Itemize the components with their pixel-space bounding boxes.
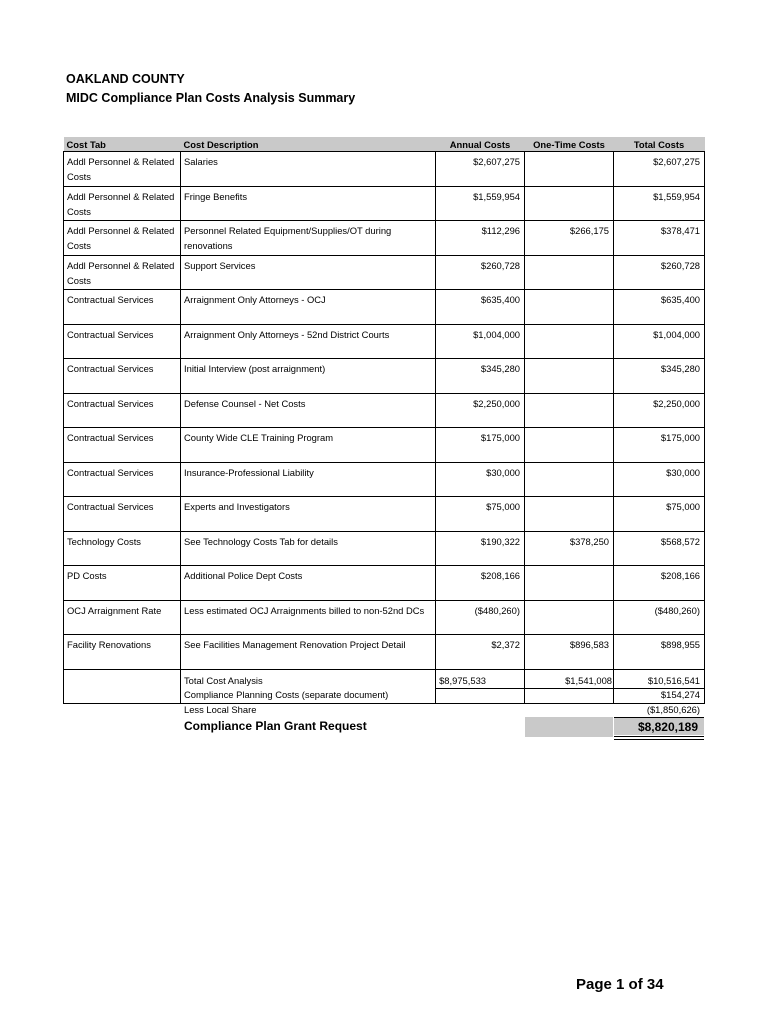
table-header-row xyxy=(64,137,705,152)
row-one-time-cost xyxy=(525,359,614,394)
col-header-total-costs: Total Costs xyxy=(614,137,705,152)
row-total-cost: $635,400 xyxy=(614,290,705,325)
row-cost-description: Insurance-Professional Liability xyxy=(181,462,436,497)
row-total-cost: $208,166 xyxy=(614,566,705,601)
row-annual-cost: $2,607,275 xyxy=(436,152,525,187)
row-total-cost: $898,955 xyxy=(614,635,705,670)
row-cost-description: Support Services xyxy=(181,255,436,290)
table-row xyxy=(64,255,705,290)
row-annual-cost: $2,372 xyxy=(436,635,525,670)
table-row xyxy=(64,428,705,463)
grant-request-value: $8,820,189 xyxy=(614,717,704,735)
row-cost-tab: Addl Personnel & Related Costs xyxy=(64,255,181,290)
row-cost-description: See Technology Costs Tab for details xyxy=(181,531,436,566)
table-row xyxy=(64,462,705,497)
row-cost-description: Salaries xyxy=(181,152,436,187)
row-annual-cost: $260,728 xyxy=(436,255,525,290)
row-one-time-cost xyxy=(525,462,614,497)
row-cost-tab: Contractual Services xyxy=(64,462,181,497)
col-header-cost-description: Cost Description xyxy=(181,137,436,152)
row-annual-cost: $30,000 xyxy=(436,462,525,497)
table-row xyxy=(64,566,705,601)
row-cost-description: Experts and Investigators xyxy=(181,497,436,532)
row-total-cost: $2,250,000 xyxy=(614,393,705,428)
row-annual-cost: $190,322 xyxy=(436,531,525,566)
row-one-time-cost xyxy=(525,152,614,187)
row-one-time-cost: $378,250 xyxy=(525,531,614,566)
row-one-time-cost: $266,175 xyxy=(525,221,614,256)
row-annual-cost: ($480,260) xyxy=(436,600,525,635)
summary-block xyxy=(63,672,704,742)
planning-costs-label: Compliance Planning Costs (separate document) xyxy=(184,689,389,700)
row-cost-description: County Wide CLE Training Program xyxy=(181,428,436,463)
row-one-time-cost xyxy=(525,600,614,635)
page-number: Page 1 of 34 xyxy=(576,976,664,993)
total-cost-analysis-label: Total Cost Analysis xyxy=(184,675,263,686)
row-cost-tab: Facility Renovations xyxy=(64,635,181,670)
table-row xyxy=(64,290,705,325)
row-cost-tab: PD Costs xyxy=(64,566,181,601)
row-one-time-cost: $896,583 xyxy=(525,635,614,670)
row-cost-description: Personnel Related Equipment/Supplies/OT during renovations xyxy=(181,221,436,256)
row-cost-tab: Contractual Services xyxy=(64,290,181,325)
total-total-value: $10,516,541 xyxy=(647,675,700,686)
row-total-cost: $345,280 xyxy=(614,359,705,394)
local-share-label: Less Local Share xyxy=(184,704,257,715)
row-annual-cost: $112,296 xyxy=(436,221,525,256)
annual-underline xyxy=(436,688,525,689)
row-one-time-cost xyxy=(525,393,614,428)
row-total-cost: $568,572 xyxy=(614,531,705,566)
row-cost-tab: Contractual Services xyxy=(64,324,181,359)
row-cost-tab: Addl Personnel & Related Costs xyxy=(64,186,181,221)
row-total-cost: $75,000 xyxy=(614,497,705,532)
table-row xyxy=(64,324,705,359)
table-row xyxy=(64,600,705,635)
row-cost-tab: Contractual Services xyxy=(64,497,181,532)
table-row xyxy=(64,186,705,221)
local-share-value: ($1,850,626) xyxy=(646,704,700,715)
row-cost-description: Initial Interview (post arraignment) xyxy=(181,359,436,394)
col-header-annual-costs: Annual Costs xyxy=(436,137,525,152)
row-one-time-cost xyxy=(525,324,614,359)
row-cost-tab: Contractual Services xyxy=(64,359,181,394)
grant-double-underline xyxy=(614,736,704,740)
row-annual-cost: $635,400 xyxy=(436,290,525,325)
row-annual-cost: $75,000 xyxy=(436,497,525,532)
row-cost-tab: Contractual Services xyxy=(64,393,181,428)
row-cost-description: Fringe Benefits xyxy=(181,186,436,221)
row-cost-tab: OCJ Arraignment Rate xyxy=(64,600,181,635)
row-one-time-cost xyxy=(525,566,614,601)
row-total-cost: ($480,260) xyxy=(614,600,705,635)
table-row xyxy=(64,393,705,428)
row-cost-description: Less estimated OCJ Arraignments billed to non-52nd DCs xyxy=(181,600,436,635)
org-title: OAKLAND COUNTY xyxy=(66,72,185,86)
table-row xyxy=(64,497,705,532)
row-annual-cost: $175,000 xyxy=(436,428,525,463)
row-total-cost: $260,728 xyxy=(614,255,705,290)
onetime-underline xyxy=(525,688,613,689)
row-cost-tab: Technology Costs xyxy=(64,531,181,566)
row-annual-cost: $345,280 xyxy=(436,359,525,394)
row-total-cost: $378,471 xyxy=(614,221,705,256)
row-cost-tab: Addl Personnel & Related Costs xyxy=(64,152,181,187)
row-cost-tab: Addl Personnel & Related Costs xyxy=(64,221,181,256)
row-annual-cost: $1,559,954 xyxy=(436,186,525,221)
row-cost-description: Arraignment Only Attorneys - 52nd District Courts xyxy=(181,324,436,359)
table-row xyxy=(64,152,705,187)
table-row xyxy=(64,531,705,566)
row-one-time-cost xyxy=(525,255,614,290)
row-total-cost: $2,607,275 xyxy=(614,152,705,187)
table-row xyxy=(64,359,705,394)
col-header-one-time-costs: One-Time Costs xyxy=(525,137,614,152)
row-cost-description: Additional Police Dept Costs xyxy=(181,566,436,601)
grant-shade-cell xyxy=(525,717,613,737)
row-cost-description: See Facilities Management Renovation Project Detail xyxy=(181,635,436,670)
row-cost-description: Arraignment Only Attorneys - OCJ xyxy=(181,290,436,325)
row-annual-cost: $2,250,000 xyxy=(436,393,525,428)
total-annual-value: $8,975,533 xyxy=(439,675,486,686)
row-cost-description: Defense Counsel - Net Costs xyxy=(181,393,436,428)
row-total-cost: $175,000 xyxy=(614,428,705,463)
planning-costs-value: $154,274 xyxy=(660,689,700,700)
cost-table xyxy=(63,137,705,704)
total-onetime-value: $1,541,008 xyxy=(565,675,612,686)
row-one-time-cost xyxy=(525,186,614,221)
row-one-time-cost xyxy=(525,290,614,325)
table-row xyxy=(64,221,705,256)
table-row xyxy=(64,635,705,670)
row-annual-cost: $1,004,000 xyxy=(436,324,525,359)
report-title: MIDC Compliance Plan Costs Analysis Summary xyxy=(66,91,356,105)
row-cost-tab: Contractual Services xyxy=(64,428,181,463)
row-one-time-cost xyxy=(525,497,614,532)
row-annual-cost: $208,166 xyxy=(436,566,525,601)
row-total-cost: $30,000 xyxy=(614,462,705,497)
col-header-cost-tab: Cost Tab xyxy=(64,137,181,152)
row-one-time-cost xyxy=(525,428,614,463)
row-total-cost: $1,004,000 xyxy=(614,324,705,359)
row-total-cost: $1,559,954 xyxy=(614,186,705,221)
grant-request-label: Compliance Plan Grant Request xyxy=(184,719,367,733)
